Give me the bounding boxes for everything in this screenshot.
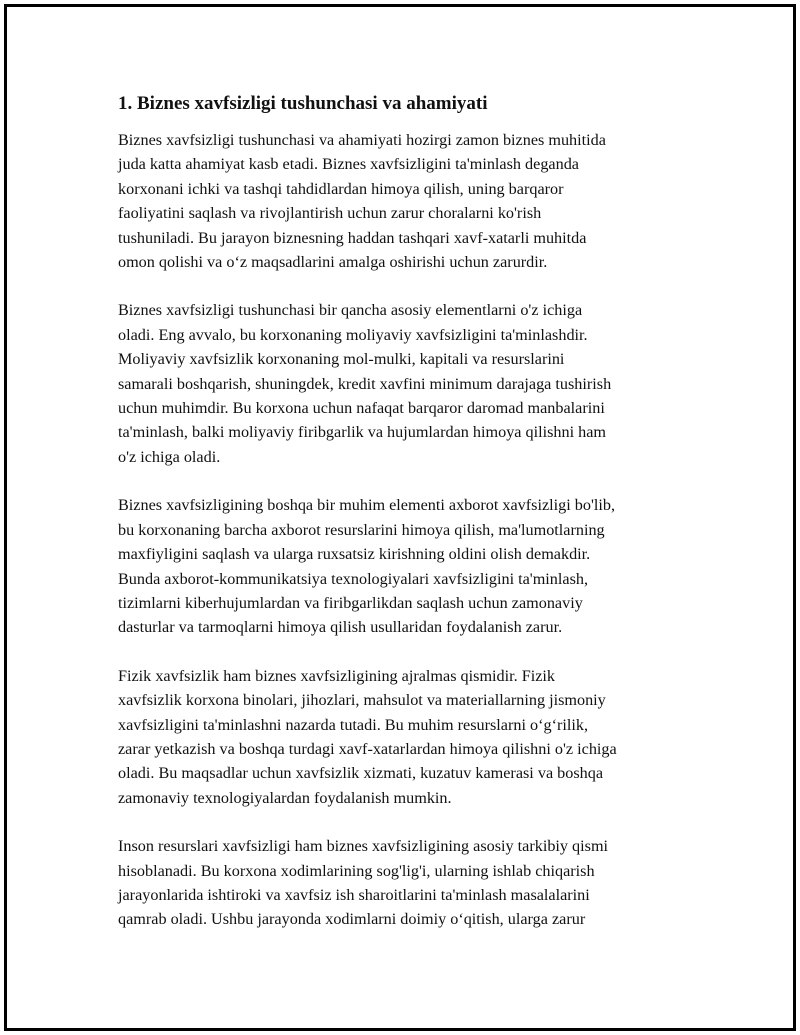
paragraph-5 bbox=[118, 834, 693, 932]
text-line: oladi. Eng avvalo, bu korxonaning moliyaviy xavfsizligini ta'minlashdir. bbox=[118, 325, 588, 344]
text-line: maxfiyligini saqlash va ularga ruxsatsiz kirishning oldini olish demakdir. bbox=[118, 545, 591, 564]
text-line: jarayonlarida ishtiroki va xavfsiz ish sharoitlarini ta'minlash masalalarini bbox=[118, 885, 590, 904]
paragraph-1 bbox=[118, 128, 693, 274]
text-line: hisoblanadi. Bu korxona xodimlarining sog'lig'i, ularning ishlab chiqarish bbox=[118, 861, 595, 880]
document-body bbox=[118, 92, 693, 956]
text-line: o'z ichiga oladi. bbox=[118, 447, 221, 466]
text-line: juda katta ahamiyat kasb etadi. Biznes xavfsizligini ta'minlash deganda bbox=[118, 155, 579, 174]
text-line: samarali boshqarish, shuningdek, kredit xavfini minimum darajaga tushirish bbox=[118, 374, 612, 393]
text-line: omon qolishi va o‘z maqsadlarini amalga oshirishi uchun zarurdir. bbox=[118, 253, 548, 272]
text-line: faoliyatini saqlash va rivojlantirish uchun zarur choralarni ko'rish bbox=[118, 204, 542, 223]
text-line: bu korxonaning barcha axborot resurslarini himoya qilish, ma'lumotlarning bbox=[118, 520, 605, 539]
paragraph-2 bbox=[118, 298, 693, 469]
text-line: uchun muhimdir. Bu korxona uchun nafaqat barqaror daromad manbalarini bbox=[118, 399, 605, 418]
text-line: Moliyaviy xavfsizlik korxonaning mol-mulki, kapitali va resurslarini bbox=[118, 350, 565, 369]
text-line: tizimlarni kiberhujumlardan va firibgarlikdan saqlash uchun zamonaviy bbox=[118, 593, 583, 612]
text-line: qamrab oladi. Ushbu jarayonda xodimlarni doimiy o‘qitish, ularga zarur bbox=[118, 910, 586, 929]
paragraph-4 bbox=[118, 664, 693, 810]
text-line: zamonaviy texnologiyalardan foydalanish mumkin. bbox=[118, 788, 452, 807]
text-line: oladi. Bu maqsadlar uchun xavfsizlik xizmati, kuzatuv kamerasi va boshqa bbox=[118, 764, 604, 783]
text-line: Biznes xavfsizligining boshqa bir muhim elementi axborot xavfsizligi bo'lib, bbox=[118, 496, 615, 515]
text-line: zarar yetkazish va boshqa turdagi xavf-xatarlardan himoya qilishni o'z ichiga bbox=[118, 739, 617, 758]
text-line: tushuniladi. Bu jarayon biznesning haddan tashqari xavf-xatarli muhitda bbox=[118, 228, 587, 247]
text-line: korxonani ichki va tashqi tahdidlardan himoya qilish, uning barqaror bbox=[118, 179, 564, 198]
text-line: Bunda axborot-kommunikatsiya texnologiyalari xavfsizligini ta'minlash, bbox=[118, 569, 589, 588]
text-line: ta'minlash, balki moliyaviy firibgarlik va hujumlardan himoya qilishni ham bbox=[118, 423, 607, 442]
section-heading: 1. Biznes xavfsizligi tushunchasi va ahamiyati bbox=[118, 93, 488, 114]
text-line: xavfsizlik korxona binolari, jihozlari, mahsulot va materiallarning jismoniy bbox=[118, 691, 606, 710]
text-line: xavfsizligini ta'minlashni nazarda tutadi. Bu muhim resurslarni o‘g‘rilik, bbox=[118, 715, 588, 734]
text-line: Inson resurslari xavfsizligi ham biznes xavfsizligining asosiy tarkibiy qismi bbox=[118, 837, 609, 856]
text-line: Biznes xavfsizligi tushunchasi va ahamiyati hozirgi zamon biznes muhitida bbox=[118, 131, 606, 149]
text-line: dasturlar va tarmoqlarni himoya qilish usullaridan foydalanish zarur. bbox=[118, 618, 563, 637]
paragraph-3 bbox=[118, 493, 693, 639]
text-line: Biznes xavfsizligi tushunchasi bir qancha asosiy elementlarni o'z ichiga bbox=[118, 301, 583, 320]
text-line: Fizik xavfsizlik ham biznes xavfsizligining ajralmas qismidir. Fizik bbox=[118, 666, 555, 685]
